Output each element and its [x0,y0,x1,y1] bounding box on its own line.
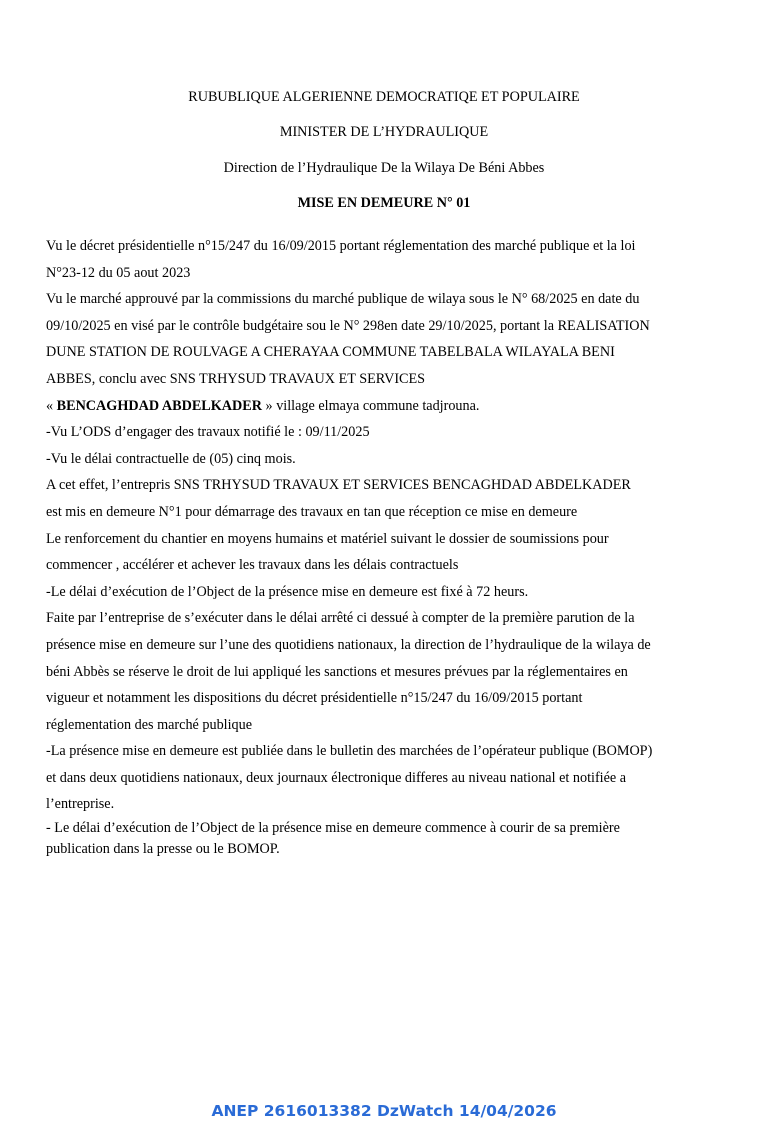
body-line: -Vu L’ODS d’engager des travaux notifié le : 09/11/2025 [46,424,370,441]
body-line: -La présence mise en demeure est publiée dans le bulletin des marchées de l’opérateur publique (BOMOP) [46,743,653,760]
notice-body [46,233,736,860]
body-line: Faite par l’entreprise de s’exécuter dans le délai arrêté ci dessué à compter de la première parution de la [46,610,635,627]
body-line: publication dans la presse ou le BOMOP. [46,841,280,858]
body-line: 09/10/2025 en visé par le contrôle budgétaire sou le N° 298en date 29/10/2025, portant la REALISATION [46,317,650,334]
republic-heading: RUBUBLIQUE ALGERIENNE DEMOCRATIQE ET POPULAIRE [188,89,580,105]
notice-title: MISE EN DEMEURE N° 01 [297,195,471,211]
body-line: -Le délai d’exécution de l’Object de la présence mise en demeure est fixé à 72 heurs. [46,583,529,600]
body-line: DUNE STATION DE ROULVAGE A CHERAYAA COMMUNE TABELBALA WILAYALA BENI [46,344,615,361]
body-line: ABBES, conclu avec SNS TRHYSUD TRAVAUX ET SERVICES [46,370,426,387]
body-line: présence mise en demeure sur l’une des quotidiens nationaux, la direction de l’hydraulique de la wilaya de [46,636,651,653]
body-line: vigueur et notamment les dispositions du décret présidentielle n°15/247 du 16/09/2015 portant [46,690,583,707]
contractor-name: BENCAGHDAD ABDELKADER [56,397,262,414]
direction-heading: Direction de l’Hydraulique De la Wilaya De Béni Abbes [223,160,545,176]
body-line: béni Abbès se réserve le droit de lui appliqué les sanctions et mesures prévues par la réglementaires en [46,663,628,680]
body-line: - Le délai d’exécution de l’Object de la présence mise en demeure commence à courir de sa première [46,820,620,837]
publication-footer: ANEP 2616013382 DzWatch 14/04/2026 [211,1102,557,1120]
body-line: -Vu le délai contractuelle de (05) cinq mois. [46,450,296,467]
body-line: l’entreprise. [46,796,115,813]
body-line: réglementation des marché publique [46,716,253,733]
body-line: Vu le marché approuvé par la commissions du marché publique de wilaya sous le N° 68/2025 en date du [46,291,640,308]
body-line: et dans deux quotidiens nationaux, deux journaux électronique differes au niveau national et notifiée a [46,769,627,786]
body-line: A cet effet, l’entrepris SNS TRHYSUD TRAVAUX ET SERVICES BENCAGHDAD ABDELKADER [46,477,631,494]
body-line: Vu le décret présidentielle n°15/247 du 16/09/2015 portant réglementation des marché publique et la loi [46,238,636,254]
body-line: commencer , accélérer et achever les travaux dans les délais contractuels [46,557,459,574]
contractor-open-quote: « [46,397,57,414]
body-line: Le renforcement du chantier en moyens humains et matériel suivant le dossier de soumissions pour [46,530,609,547]
body-line: est mis en demeure N°1 pour démarrage des travaux en tan que réception ce mise en demeure [46,503,578,520]
contractor-location: » village elmaya commune tadjrouna. [262,397,480,414]
body-line: N°23-12 du 05 aout 2023 [46,264,191,281]
ministry-heading: MINISTER DE L’HYDRAULIQUE [279,124,489,140]
contractor-line [46,393,736,420]
